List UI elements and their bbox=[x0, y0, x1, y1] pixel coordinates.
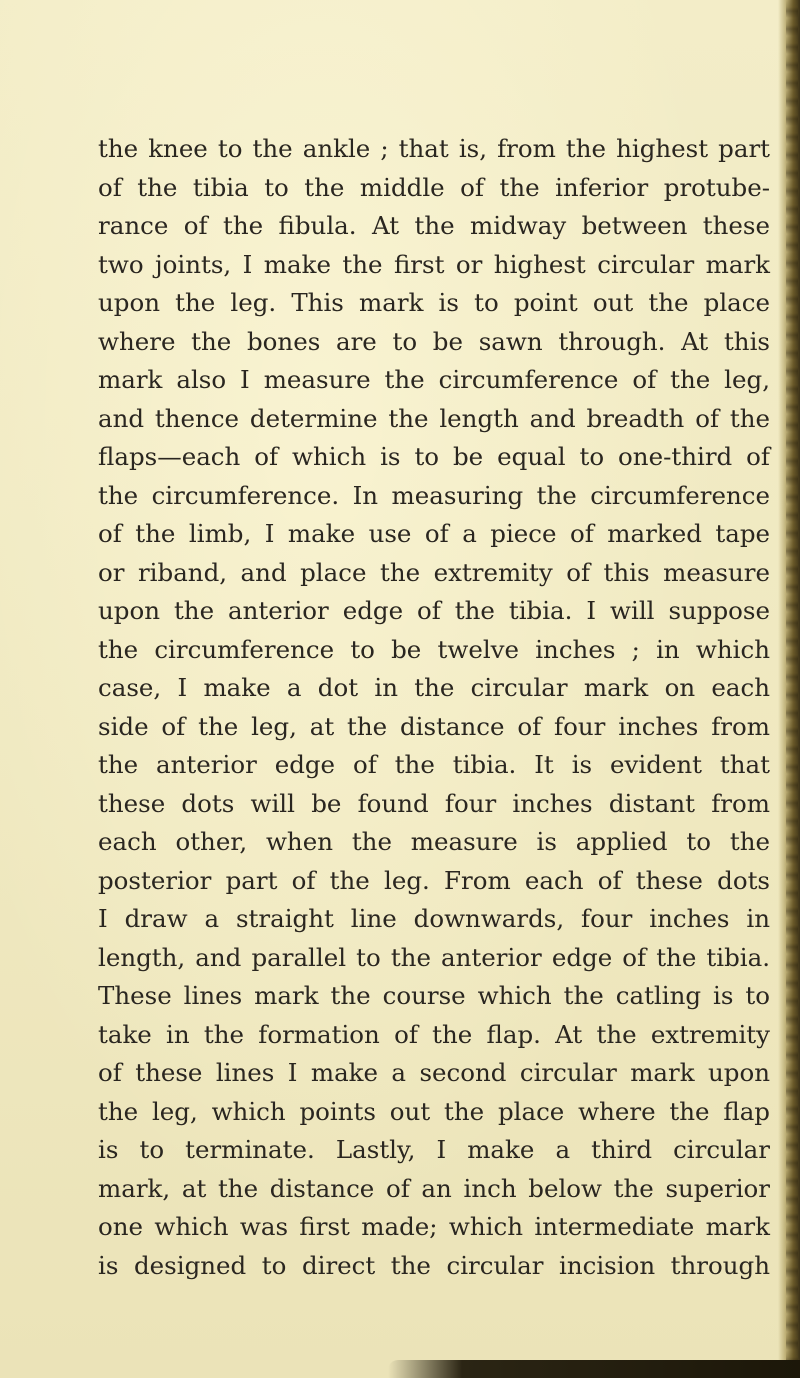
page-edge-texture bbox=[786, 0, 798, 1378]
text-line: mark also I measure the circumference of the leg, bbox=[98, 365, 770, 394]
text-line: of these lines I make a second circular mark upon bbox=[98, 1058, 770, 1087]
text-line: the circumference to be twelve inches ; in which bbox=[98, 634, 770, 664]
text-line: where the bones are to be sawn through. At this bbox=[98, 326, 770, 356]
text-line: two joints, I make the first or highest circular mark bbox=[98, 249, 770, 279]
text-line: these dots will be found four inches distant from bbox=[98, 788, 770, 818]
text-line: is to terminate. Lastly, I make a third circular bbox=[98, 1135, 770, 1164]
text-line: I draw a straight line downwards, four inches in bbox=[98, 904, 770, 933]
text-line: and thence determine the length and breadth of the bbox=[98, 403, 770, 433]
text-line: each other, when the measure is applied to the bbox=[98, 827, 770, 856]
text-line: side of the leg, at the distance of four inches from bbox=[98, 711, 770, 741]
text-line: the anterior edge of the tibia. It is evident that bbox=[98, 750, 770, 779]
text-line: or riband, and place the extremity of this measure bbox=[98, 557, 770, 587]
text-line: flaps—each of which is to be equal to one-third of bbox=[98, 442, 770, 471]
text-line: of the limb, I make use of a piece of marked tape bbox=[98, 519, 770, 548]
body-text bbox=[98, 130, 770, 1285]
text-line: of the tibia to the middle of the inferior protube- bbox=[98, 172, 770, 202]
text-line: case, I make a dot in the circular mark on each bbox=[98, 673, 770, 702]
text-line: take in the formation of the flap. At the extremity bbox=[98, 1019, 770, 1049]
text-line: upon the anterior edge of the tibia. I will suppose bbox=[98, 596, 770, 625]
text-line: is designed to direct the circular incision through bbox=[98, 1250, 770, 1280]
text-line: length, and parallel to the anterior edge of the tibia. bbox=[98, 942, 770, 972]
text-line: These lines mark the course which the catling is to bbox=[98, 981, 770, 1010]
text-line: rance of the fibula. At the midway between these bbox=[98, 211, 770, 240]
text-line: the knee to the ankle ; that is, from the highest part bbox=[98, 134, 770, 163]
text-line: upon the leg. This mark is to point out the place bbox=[98, 288, 770, 317]
text-line: mark, at the distance of an inch below the superior bbox=[98, 1173, 770, 1203]
text-line: one which was first made; which intermediate mark bbox=[98, 1212, 770, 1241]
text-line: posterior part of the leg. From each of these dots bbox=[98, 865, 770, 895]
text-line: the circumference. In measuring the circumference bbox=[98, 480, 770, 510]
page-bottom-shadow bbox=[388, 1360, 800, 1378]
text-line: the leg, which points out the place where the flap bbox=[98, 1096, 770, 1126]
